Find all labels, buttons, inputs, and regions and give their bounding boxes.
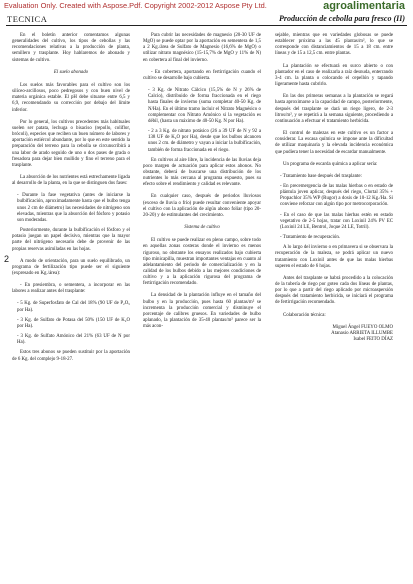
list-item: - En el caso de que las malas hierbas estén en estado vegetativo de 2-5 hojas, tratar con Loxinil 24% PV EC (Loxinil 24 LE, Bentrol, Joque 24 LE, Totril). [280, 212, 393, 230]
list-item: - Durante la fase vegetativa (antes de iniciarse la bulbificación, aproximadamente hasta que el bulbo tenga unos 2 cm de diámetro) las necesidades de nitrógeno son elevadas, mientras que la absorción del fósforo y potasio son moderadas. [17, 193, 130, 223]
article-title: Producción de cebolla para fresco (II) [279, 14, 405, 23]
section-heading: Sistema de cultivo [184, 225, 220, 231]
paragraph: - En cobertera, aportando en fertirrigación cuando el cultivo se desarrolle bajo cubierta. [143, 69, 261, 81]
paragraph: Posteriormente, durante la bulbificación el fósforo y el potasio juegan un papel decisivo, mientras que la mayor parte del nitrógeno necesario debe de provenir de las propias reservas asimiladas en las hojas. [12, 228, 130, 252]
paragraph: El control de malezas en este cultivo es un factor a considerar. La escasa química se impone ante la dificultad de utilizar maquinaria y la elevada incidencia económica que pudiera tener la necesidad de escardar manualmente. [275, 131, 393, 155]
list-item: - Tratamiento de recuperación. [280, 235, 341, 241]
author-signature: Isabel FEITO DÍAZ [353, 337, 393, 343]
brand-text: agroalimentaria [323, 0, 405, 12]
section-heading: El suelo abonado [53, 69, 89, 75]
paragraph: A modo de orientación, para un suelo equilibrado, un programa de fertilización tipo puede ser el siguiente (expresado en Kg./área): [12, 258, 130, 276]
paragraph: Un programa de escarda química a aplicar sería: [283, 161, 378, 167]
paragraph: Estos tres abonos se pueden sustituir por la aportación de 6 Kg. del complejo 9-18-27. [12, 350, 130, 362]
list-item: - 2 a 3 Kg. de nitrato potásico (26 a 39 UF de N y 92 a 138 UF de K₂O por Ha), desde que los bulbos alcancen unos 2 cm. de diámetro y vayan a iniciar la bulbificación, también de forma fraccionada en el riego. [148, 129, 261, 153]
paragraph: En las dos primeras semanas a la plantación se regará hasta aproximarse a la capacidad de campo, posteriormente, después del trasplante se dará un riego ligero, de 2-3 litros/m², y se repetirá a la semana siguiente, procediendo a continuación a efectuar el tratamiento herbicida. [275, 94, 393, 124]
page-number: 2 [4, 254, 10, 264]
paragraph: A lo largo del invierno o en primavera si se observara la recuperación de la maleza, se podrá aplicar un nuevo tratamiento con Loxinil antes de que las malas hierbas superen el estado de 6 hojas. [275, 245, 393, 269]
paragraph: sejable, mientras que en variedades globosas se puede establecer próxima a las 45 plantas/m², lo que se corresponde con distanciamientos de 15 a 18 cm. entre líneas y de 15 a 12,5 cm. entre plantas. [275, 33, 393, 57]
paragraph: Para cubrir las necesidades de magnesio (20-30 UF de MgO) se puede optar por la aportación en sementera de 1,5 a 2 Kg./área de Sulfato de Magnesio (16,6% de MgO) o utilizar nitrato magnésico (15-15,7% de MgO y 11% de N) en cobertera al final del invierno. [143, 33, 261, 63]
paragraph: Los suelos más favorables para el cultivo son los silíceo-arcillosos, poco pedregosos y con buen nivel de materia orgánica estable. El pH debe situarse entre 6,5 y 6,9, recomendando su corrección por debajo del límite inferior. [12, 82, 130, 113]
section-label: TECNICA [7, 14, 48, 24]
author-signature: Miguel Ángel FUEYO OLMO [332, 324, 393, 330]
paragraph: La plantación se efectuará en surco abierto o con plantador en el caso de realizarla a raíz desnuda, enterrando 3-4 cm. la planta o colocando el cepellón y tapando ligeramente hasta cubrirlo. [275, 63, 393, 88]
paragraph: En cualquier caso, después de periodos lluviosos (exceso de lluvia o frío) puede resultar conveniente apoyar el cultivo con la aplicación de algún abono foliar (tipo 20-20-20) y de estimulantes del crecimiento. [143, 194, 261, 218]
header-rule [6, 25, 407, 26]
paragraph: - En presiembra, o sementera, a incorporar en las labores a realizar antes del trasplante: [12, 283, 130, 295]
author-signature: Atanasio ARRIETA ILLUMBE [331, 330, 393, 336]
paragraph: La densidad de la plantación influye en el tamaño del bulbo y en la producción, pues hasta 60 plantas/m² se incrementa la producción comercial y disminuye el porcentaje de calibres gruesos. En variedades de bulbo aplanado, la plantación de 35-40 plantas/m² parece ser la más acon- [143, 293, 261, 330]
paragraph: Antes del trasplante se habrá procedido a la colocación de la tubería de riego por goteo cada dos líneas de plantas, por lo que a partir del riego aplicado por microaspersión después del tratamiento herbicida, se iniciará el programa de fertirrigación recomendado. [275, 275, 393, 306]
paragraph: El cultivo se puede realizar en pleno campo, sobre todo en aquellas zonas costeras donde el invierno es menos riguroso, no obstante los ensayos realizados bajo cubierta tipo minicapilla, muestran importantes ventajas en cuanto al adelantamiento del periodo de comercialización y en la calidad de los bulbos debido a las mejores condiciones de cultivo y a la aplicación rigurosa del programa de fertirrigación recomendado. [143, 238, 261, 287]
paragraph: La absorción de los nutrientes está estrechamente ligada al desarrollo de la planta, en la que se distinguen dos fases: [12, 174, 130, 187]
brand-logo [323, 0, 405, 12]
list-item: - 5 Kg. de Superfosfato de Cal del 18% (90 UF de P₂O₅ por Ha). [17, 301, 130, 313]
list-item: - 3 Kg. de Sulfato Amónico del 21% (63 UF de N por Ha). [17, 334, 130, 346]
text-column-1 [12, 33, 130, 369]
paragraph: En el boletín anterior comentamos algunas generalidades del cultivo, los tipos de cebollas y las recomendaciones relativas a la producción de planta, semillero y trasplante. Hoy hablaremos de abonado y sistemas de cultivo. [12, 33, 130, 63]
text-column-3 [275, 33, 393, 343]
paragraph: Colaboración técnica: [283, 312, 326, 318]
list-item: - 3 Kg. de Nitrato Cálcico (15,5% de N y 26% de Calcio), distribuido de forma fraccionada en el riego hasta finales de invierno (suma completar 40-50 Kg. de N/Ha). En el último tramo incluir el Nitrato Magnésico o complementar con Nitrato Amónico si la vegetación es débil, (hasta un máximo de 40-50 Kg. N por Ha). [148, 88, 261, 124]
list-item: - Tratamiento base después del trasplante: [280, 173, 362, 179]
evaluation-watermark: Evaluation Only. Created with Aspose.Pdf. Copyright 2002-2012 Aspose Pty Ltd. [4, 1, 267, 10]
list-item: - En precemergencia de las malas hierbas o en estado de plántula joven aplicar, después del riego, Clortal 35% + Propachlor 35% WP (Rugor) a dosis de 10-12 Kg./Ha. Si conviene reforzar con algún tipo por metrocorporación. [280, 183, 393, 208]
paragraph: En cultivos al aire libre, la incidencia de las lluvias deja poco margen de actuación para aplicar estos abonos. No obstante, deberá de buscarse una distribución de los nutrientes lo más cercana al programa expuesto, pues su efecto sobre el rendimiento y calidad es relevante. [143, 157, 261, 188]
paragraph: Por lo general, los cultivos precedentes más habituales suelen ser patata, lechuga o bisaciso (repollo, coliflor, brócoli), especies que reciben un buen número de labores y aportación estiércol abundante, por lo que en este sentido la preparación del terreno para la cebolla se circunscribirá a una labor de arado seguido de uno o dos pases de grada o fresadora para dejar bien mullido y fino el terreno para el trasplante. [12, 119, 130, 168]
list-item: - 3 Kg. de Sulfato de Potasa del 50% (150 UF de K₂O por Ha). [17, 317, 130, 329]
text-column-2 [143, 33, 261, 336]
